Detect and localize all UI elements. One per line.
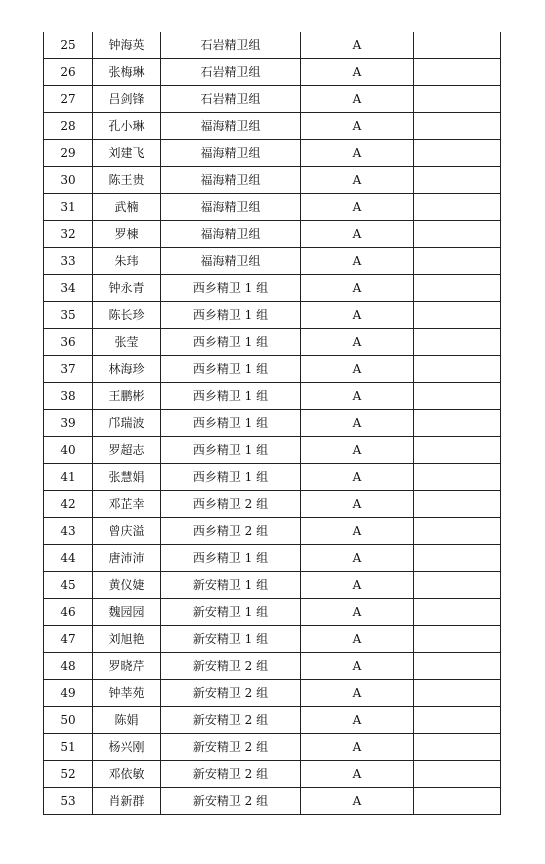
note-cell [414, 113, 501, 140]
group-cell: 福海精卫组 [161, 248, 301, 275]
row-number-cell: 32 [44, 221, 93, 248]
table-row [44, 788, 501, 815]
group-cell: 福海精卫组 [161, 167, 301, 194]
row-number-cell: 27 [44, 86, 93, 113]
row-number-cell: 53 [44, 788, 93, 815]
table-row [44, 302, 501, 329]
group-cell: 西乡精卫 1 组 [161, 437, 301, 464]
group-cell: 新安精卫 1 组 [161, 599, 301, 626]
row-number-cell: 42 [44, 491, 93, 518]
group-cell: 新安精卫 2 组 [161, 680, 301, 707]
note-cell [414, 734, 501, 761]
name-cell: 唐沛沛 [93, 545, 161, 572]
row-number-cell: 38 [44, 383, 93, 410]
group-cell: 新安精卫 1 组 [161, 572, 301, 599]
note-cell [414, 140, 501, 167]
note-cell [414, 788, 501, 815]
grade-cell: A [301, 680, 414, 707]
row-number-cell: 43 [44, 518, 93, 545]
grade-cell: A [301, 32, 414, 59]
table-row [44, 437, 501, 464]
group-cell: 新安精卫 2 组 [161, 788, 301, 815]
name-cell: 钟海英 [93, 32, 161, 59]
table-row [44, 383, 501, 410]
note-cell [414, 707, 501, 734]
group-cell: 福海精卫组 [161, 113, 301, 140]
grade-cell: A [301, 653, 414, 680]
grade-cell: A [301, 734, 414, 761]
row-number-cell: 37 [44, 356, 93, 383]
table-row [44, 761, 501, 788]
grade-cell: A [301, 437, 414, 464]
group-cell: 石岩精卫组 [161, 86, 301, 113]
table-row [44, 464, 501, 491]
table-row [44, 572, 501, 599]
table-row [44, 734, 501, 761]
name-cell: 罗超志 [93, 437, 161, 464]
note-cell [414, 410, 501, 437]
note-cell [414, 383, 501, 410]
grade-cell: A [301, 113, 414, 140]
name-cell: 钟永青 [93, 275, 161, 302]
grade-cell: A [301, 464, 414, 491]
name-cell: 刘建飞 [93, 140, 161, 167]
group-cell: 西乡精卫 1 组 [161, 275, 301, 302]
name-cell: 魏园园 [93, 599, 161, 626]
group-cell: 西乡精卫 1 组 [161, 545, 301, 572]
group-cell: 西乡精卫 1 组 [161, 383, 301, 410]
table-row [44, 599, 501, 626]
grade-cell: A [301, 86, 414, 113]
group-cell: 西乡精卫 1 组 [161, 410, 301, 437]
group-cell: 石岩精卫组 [161, 32, 301, 59]
group-cell: 西乡精卫 1 组 [161, 356, 301, 383]
group-cell: 福海精卫组 [161, 194, 301, 221]
name-cell: 邓芷幸 [93, 491, 161, 518]
name-cell: 杨兴刚 [93, 734, 161, 761]
name-cell: 陈王贵 [93, 167, 161, 194]
group-cell: 福海精卫组 [161, 221, 301, 248]
grade-cell: A [301, 329, 414, 356]
row-number-cell: 44 [44, 545, 93, 572]
table-row [44, 653, 501, 680]
table-row [44, 491, 501, 518]
grade-cell: A [301, 410, 414, 437]
row-number-cell: 30 [44, 167, 93, 194]
note-cell [414, 86, 501, 113]
note-cell [414, 626, 501, 653]
group-cell: 西乡精卫 2 组 [161, 518, 301, 545]
row-number-cell: 26 [44, 59, 93, 86]
row-number-cell: 33 [44, 248, 93, 275]
table-row [44, 275, 501, 302]
note-cell [414, 653, 501, 680]
name-cell: 刘旭艳 [93, 626, 161, 653]
row-number-cell: 50 [44, 707, 93, 734]
row-number-cell: 48 [44, 653, 93, 680]
note-cell [414, 680, 501, 707]
table-row [44, 626, 501, 653]
row-number-cell: 41 [44, 464, 93, 491]
table-row [44, 410, 501, 437]
row-number-cell: 46 [44, 599, 93, 626]
note-cell [414, 194, 501, 221]
grade-cell: A [301, 707, 414, 734]
grade-cell: A [301, 599, 414, 626]
group-cell: 西乡精卫 2 组 [161, 491, 301, 518]
grade-cell: A [301, 59, 414, 86]
grade-cell: A [301, 248, 414, 275]
group-cell: 石岩精卫组 [161, 59, 301, 86]
name-cell: 罗晓芹 [93, 653, 161, 680]
grade-cell: A [301, 275, 414, 302]
note-cell [414, 248, 501, 275]
group-cell: 西乡精卫 1 组 [161, 329, 301, 356]
row-number-cell: 39 [44, 410, 93, 437]
note-cell [414, 491, 501, 518]
grade-cell: A [301, 626, 414, 653]
table-row [44, 32, 501, 59]
note-cell [414, 761, 501, 788]
name-cell: 王鹏彬 [93, 383, 161, 410]
group-cell: 福海精卫组 [161, 140, 301, 167]
note-cell [414, 437, 501, 464]
grade-cell: A [301, 761, 414, 788]
note-cell [414, 572, 501, 599]
group-cell: 新安精卫 2 组 [161, 707, 301, 734]
table-row [44, 329, 501, 356]
name-cell: 张慧娟 [93, 464, 161, 491]
name-cell: 罗棟 [93, 221, 161, 248]
group-cell: 新安精卫 2 组 [161, 761, 301, 788]
group-cell: 新安精卫 2 组 [161, 653, 301, 680]
grade-cell: A [301, 194, 414, 221]
table-row [44, 707, 501, 734]
grade-cell: A [301, 383, 414, 410]
grade-cell: A [301, 788, 414, 815]
note-cell [414, 275, 501, 302]
row-number-cell: 34 [44, 275, 93, 302]
table-row [44, 194, 501, 221]
row-number-cell: 45 [44, 572, 93, 599]
table-row [44, 221, 501, 248]
grade-cell: A [301, 518, 414, 545]
name-cell: 林海珍 [93, 356, 161, 383]
name-cell: 曾庆溢 [93, 518, 161, 545]
row-number-cell: 40 [44, 437, 93, 464]
note-cell [414, 518, 501, 545]
grade-cell: A [301, 356, 414, 383]
note-cell [414, 329, 501, 356]
grade-cell: A [301, 545, 414, 572]
group-cell: 西乡精卫 1 组 [161, 464, 301, 491]
name-cell: 邝瑞波 [93, 410, 161, 437]
grade-cell: A [301, 221, 414, 248]
name-cell: 邓依敏 [93, 761, 161, 788]
table-row [44, 356, 501, 383]
table-row [44, 248, 501, 275]
name-cell: 朱玮 [93, 248, 161, 275]
name-cell: 张莹 [93, 329, 161, 356]
name-cell: 孔小琳 [93, 113, 161, 140]
name-cell: 黄仪婕 [93, 572, 161, 599]
row-number-cell: 51 [44, 734, 93, 761]
row-number-cell: 31 [44, 194, 93, 221]
table-row [44, 86, 501, 113]
name-cell: 钟莘苑 [93, 680, 161, 707]
grade-cell: A [301, 167, 414, 194]
note-cell [414, 302, 501, 329]
grade-cell: A [301, 491, 414, 518]
group-cell: 新安精卫 1 组 [161, 626, 301, 653]
row-number-cell: 36 [44, 329, 93, 356]
name-cell: 吕剑锋 [93, 86, 161, 113]
group-cell: 西乡精卫 1 组 [161, 302, 301, 329]
row-number-cell: 49 [44, 680, 93, 707]
note-cell [414, 356, 501, 383]
name-cell: 武楠 [93, 194, 161, 221]
table-row [44, 680, 501, 707]
name-cell: 肖新群 [93, 788, 161, 815]
name-cell: 张梅琳 [93, 59, 161, 86]
roster-table [43, 32, 501, 815]
grade-cell: A [301, 140, 414, 167]
group-cell: 新安精卫 2 组 [161, 734, 301, 761]
grade-cell: A [301, 572, 414, 599]
table-row [44, 140, 501, 167]
note-cell [414, 464, 501, 491]
table-row [44, 167, 501, 194]
note-cell [414, 167, 501, 194]
note-cell [414, 221, 501, 248]
row-number-cell: 35 [44, 302, 93, 329]
table-row [44, 113, 501, 140]
roster-table-body [44, 32, 501, 815]
name-cell: 陈娟 [93, 707, 161, 734]
table-row [44, 518, 501, 545]
row-number-cell: 28 [44, 113, 93, 140]
name-cell: 陈长珍 [93, 302, 161, 329]
row-number-cell: 25 [44, 32, 93, 59]
row-number-cell: 29 [44, 140, 93, 167]
row-number-cell: 47 [44, 626, 93, 653]
table-row [44, 59, 501, 86]
note-cell [414, 59, 501, 86]
note-cell [414, 545, 501, 572]
grade-cell: A [301, 302, 414, 329]
note-cell [414, 599, 501, 626]
table-row [44, 545, 501, 572]
note-cell [414, 32, 501, 59]
row-number-cell: 52 [44, 761, 93, 788]
